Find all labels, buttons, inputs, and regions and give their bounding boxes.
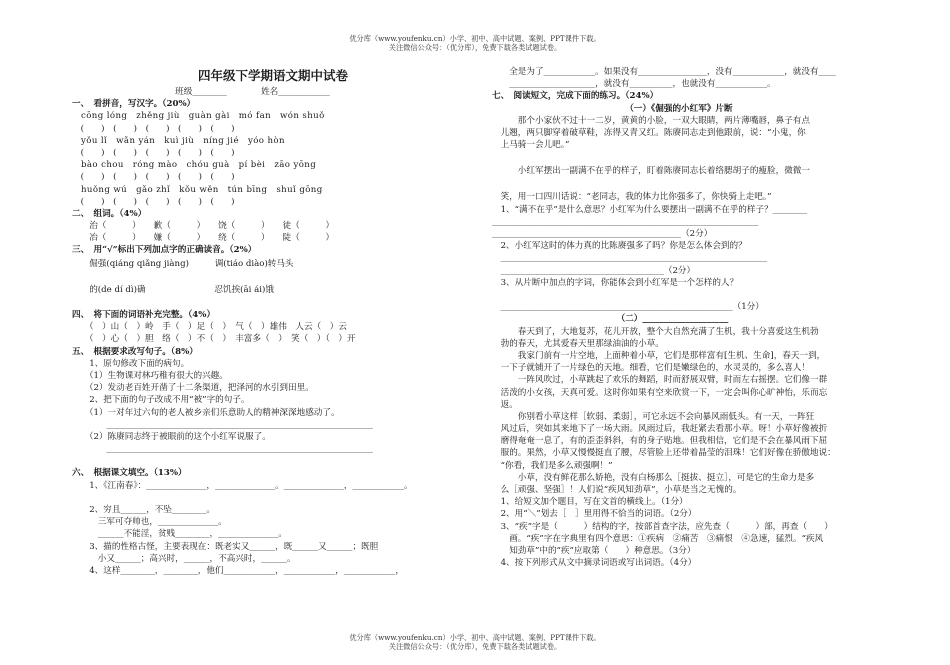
- text-line: ______________________________________________________________: [72, 444, 373, 455]
- text-line: [492, 151, 882, 163]
- text-line: “你看，我们是多么顽强啊！”: [492, 460, 613, 471]
- section-heading: 一、 看拼音，写汉字。（20%）: [72, 99, 196, 110]
- text-line: [72, 297, 474, 309]
- text-line: 勃的春天，尤其爱春天里那绿油油的小草。: [492, 338, 664, 349]
- text-line: 3、“疾”字是（ ）结构的字，按部首查字法，应先查（ ）部，再查（ ）: [492, 521, 833, 532]
- left-column: [72, 66, 474, 577]
- text-line: 我家门前有一片空地，上面种着小草，它们是那样富有[生机、生命]，春天一到，: [492, 350, 826, 361]
- text-line: 治（ ） 歉（ ） 饶（ ） 徒（ ）: [72, 221, 335, 232]
- text-line: 4、这样________，________，他们____________，____________，____________，: [72, 565, 405, 576]
- text-line: 4、按下列形式从文中摘录词语或写出词语。（4分）: [492, 558, 697, 569]
- section-heading: 三、 用“√”标出下列加点字的正确读音。（2%）: [72, 245, 257, 256]
- text-line: 知劲草”中的“疾”应取第（ ）种意思。（3分）: [492, 545, 696, 556]
- text-line: 那个小家伙不过十一二岁，黄黄的小脸，一双大眼睛，两片薄嘴唇，鼻子有点: [492, 115, 810, 126]
- header-line-1: 优分库（www.youfenku.cn）小学、初中、高中试题、案例、PPT课件下载。: [349, 34, 601, 43]
- text-line: 3、描的性格古怪，主要表现在：既老实又______，既______又______；既胆: [72, 541, 379, 552]
- text-line: ( ) ( ) ( ) ( ) ( ): [72, 147, 235, 158]
- text-line: 儿翘，两只脚穿着破草鞋，冻得又青又红。陈赓同志走到他跟前，说：“小鬼，你: [492, 127, 806, 138]
- text-line: ( ) ( ) ( ) ( ) ( ): [72, 123, 235, 134]
- text-line: （1）生物课对林巧稚有很大的兴趣。: [72, 370, 228, 381]
- text-line: ( ) ( ) ( ) ( ) ( ): [72, 172, 235, 183]
- text-line: ______________________________________（2分）: [492, 265, 696, 276]
- text-line: （2）陈赓同志终于被眼前的这个小红军说服了。: [72, 431, 271, 442]
- text-line: ______________________________________________________________: [492, 253, 768, 264]
- text-line: cōng lóng zhěng jiù guàn gài mó fan wón shuǒ: [72, 111, 325, 122]
- text-line: 画。“疾”字在字典里有四个意思：①疾病 ②痛苦 ③痛恨 ④急速，猛烈。“疾风: [492, 533, 824, 544]
- text-line: yǒu lǐ wǎn yán kuì jiù níng jié yóo hòn: [72, 135, 285, 146]
- text-line: 笑，用一口四川话说：“老同志，我的体力比你强多了，你快骑上走吧。”: [492, 191, 772, 202]
- text-line: ______________________________________________________________: [492, 216, 759, 227]
- text-line: 你别看小草这样［软弱、柔弱］，可它永远不会向暴风雨低头。有一天，一阵狂: [492, 411, 815, 422]
- text-line: [72, 492, 474, 504]
- text-line: [72, 455, 474, 467]
- section-heading: 五、 根据要求改写句子。（8%）: [72, 346, 198, 357]
- text-line: 返。: [492, 399, 518, 410]
- text-line: 2、穷且______，不坠________。: [72, 505, 215, 515]
- text-line: 么［顽强、坚强］！人们说“疾风知劲草”，小草是当之无愧的。: [492, 485, 742, 495]
- text-line: [492, 178, 882, 190]
- text-line: bào chou róng mào chóu guà pí bèi zāo yōng: [72, 160, 317, 171]
- text-line: [72, 271, 474, 283]
- text-line: 2、用“＼”划去［ ］里用得不恰当的词语。（2分）: [492, 509, 697, 520]
- text-line: 1、《江南春》：______________，______________。______________，____________。: [72, 480, 413, 491]
- text-line: 3、从片断中加点的字词，你能体会到小红军是一个怎样的人？: [492, 277, 739, 288]
- text-line: 的(de dí dì)确 忍饥挨(āi ái)饿: [72, 284, 274, 295]
- text-line: 1、“满不在乎”是什么意思？小红军为什么要摆出一副满不在乎的样子？________: [492, 204, 808, 215]
- text-line: 2、小红军这时的体力真的比陈赓强多了吗？你是怎么体会到的？: [492, 241, 747, 252]
- text-line: ( ) ( ) ( ) ( ) ( ): [72, 196, 235, 207]
- text-line: 1、原句修改下面的病句。: [72, 358, 190, 369]
- text-line: 三军可夺帅也，______________。: [72, 517, 227, 528]
- footer-line-2: 关注微信公众号：（优分库），免费下载各类试题试卷。: [388, 642, 562, 651]
- text-line: 小红军摆出一副满不在乎的样子，盯着陈赓同志长着络腮胡子的瘦脸，微微一: [492, 165, 810, 176]
- text-line: huǒng wú gǎo zhǐ kǒu wěn tún bīng shuǐ gōng: [72, 184, 323, 195]
- text-line: 小草，没有鲜花那么娇艳，没有白杨那么［挺拔、挺立］，可是它的生命力是多: [492, 472, 815, 483]
- text-line: （1）一对年过六旬的老人被乡亲们乐意助人的精神深深地感动了。: [72, 407, 340, 418]
- header-line-2: 关注微信公众号：（优分库），免费下载各类试题试卷。: [388, 43, 562, 52]
- page-footer: [0, 633, 950, 651]
- footer-line-1: 优分库（www.youfenku.cn）小学、初中、高中试题、案例、PPT课件下载。: [349, 633, 601, 642]
- section-heading: 六、 根据课文填空。（13%）: [72, 468, 187, 479]
- text-line: 1、给短文加个题目，写在文首的横线上。（1分）: [492, 497, 688, 508]
- text-line: 一阵风吹过，小草跳起了欢乐的舞蹈，时而舒展双臂，时而左右摇摆。它们像一群: [492, 375, 828, 386]
- text-line: （ ）心（ ）胆 络（ ）不（ ） 丰富多（ ） 笑（ ）（ ）开: [72, 334, 356, 345]
- exam-title: 四年级下学期语文期中试卷: [197, 68, 348, 83]
- text-line: （ ）山（ ）岭 手（ ）足（ ） 气（ ）雄伟 人云（ ）云: [72, 322, 347, 333]
- text-line: 上马骑一会儿吧。”: [492, 140, 570, 151]
- text-line: 全是为了____________。如果没有________________，没有____________，就没有____: [492, 67, 836, 77]
- text-line: 磨得奄奄一息了，有的歪歪斜斜，有的身子贴地。但我相信，它们是不会在暴风雨下屈: [492, 436, 828, 447]
- text-line: 2、把下面的句子改成不用“被”字的句子。: [72, 395, 250, 406]
- text-line: 班级________ 姓名____________: [72, 87, 330, 97]
- text-line: 风过后，突如其来地下了一场大雨。风雨过后，我赶紧去看那小草。呀！小草好像被折: [492, 424, 828, 435]
- text-line: ______________________________________________________（1分）: [492, 302, 764, 313]
- text-line: ______________________________________________________________: [72, 419, 373, 430]
- text-line: ____________________________________________（2分）: [492, 229, 713, 240]
- section-heading: 七、 阅读短文，完成下面的练习。（24%）: [492, 91, 659, 102]
- section-heading: 二、 组词。（4%）: [72, 208, 147, 219]
- text-line: 服的。果然，小草又慢慢挺直了腰，尽管脸上还带着晶莹的泪珠！它们好像在骄傲地说：: [492, 448, 836, 459]
- text-line: 倔强(qiáng qiǎng jiàng) 调(tiáo diào)转马头: [72, 258, 294, 269]
- section-heading: （二）____________________: [492, 314, 729, 325]
- text-line: 春天到了，大地复苏，花儿开放，整个大自然充满了生机，我十分喜爱这生机勃: [492, 326, 819, 337]
- page-header: [0, 34, 950, 52]
- text-line: [492, 289, 882, 301]
- section-heading: （一）《倔强的小红军》片断: [492, 103, 733, 114]
- text-line: 活泼的小女孩，天真可爱。这时你如果有空来欣赏一下，一定会叫你心旷神怡，乐而忘: [492, 387, 828, 398]
- text-line: 冶（ ） 嫌（ ） 绕（ ） 陡（ ）: [72, 233, 335, 244]
- right-column: [492, 66, 882, 569]
- section-heading: 四、 将下面的词语补充完整。（4%）: [72, 310, 216, 320]
- text-line: ______不能淫，贫贱________，______________。: [72, 529, 287, 540]
- text-line: 小又______；高兴时，______，不高兴时，______。: [72, 553, 296, 564]
- text-line: ____________________，就没有__________，也就没有____________。: [492, 79, 776, 90]
- text-line: 一下子就铺开了一片绿色的天地。细看，它们是嫩绿色的，水灵灵的，多么喜人！: [492, 363, 810, 374]
- text-line: （2）发动老百姓开凿了十二条渠道，把泽河的水引到田里。: [72, 383, 314, 394]
